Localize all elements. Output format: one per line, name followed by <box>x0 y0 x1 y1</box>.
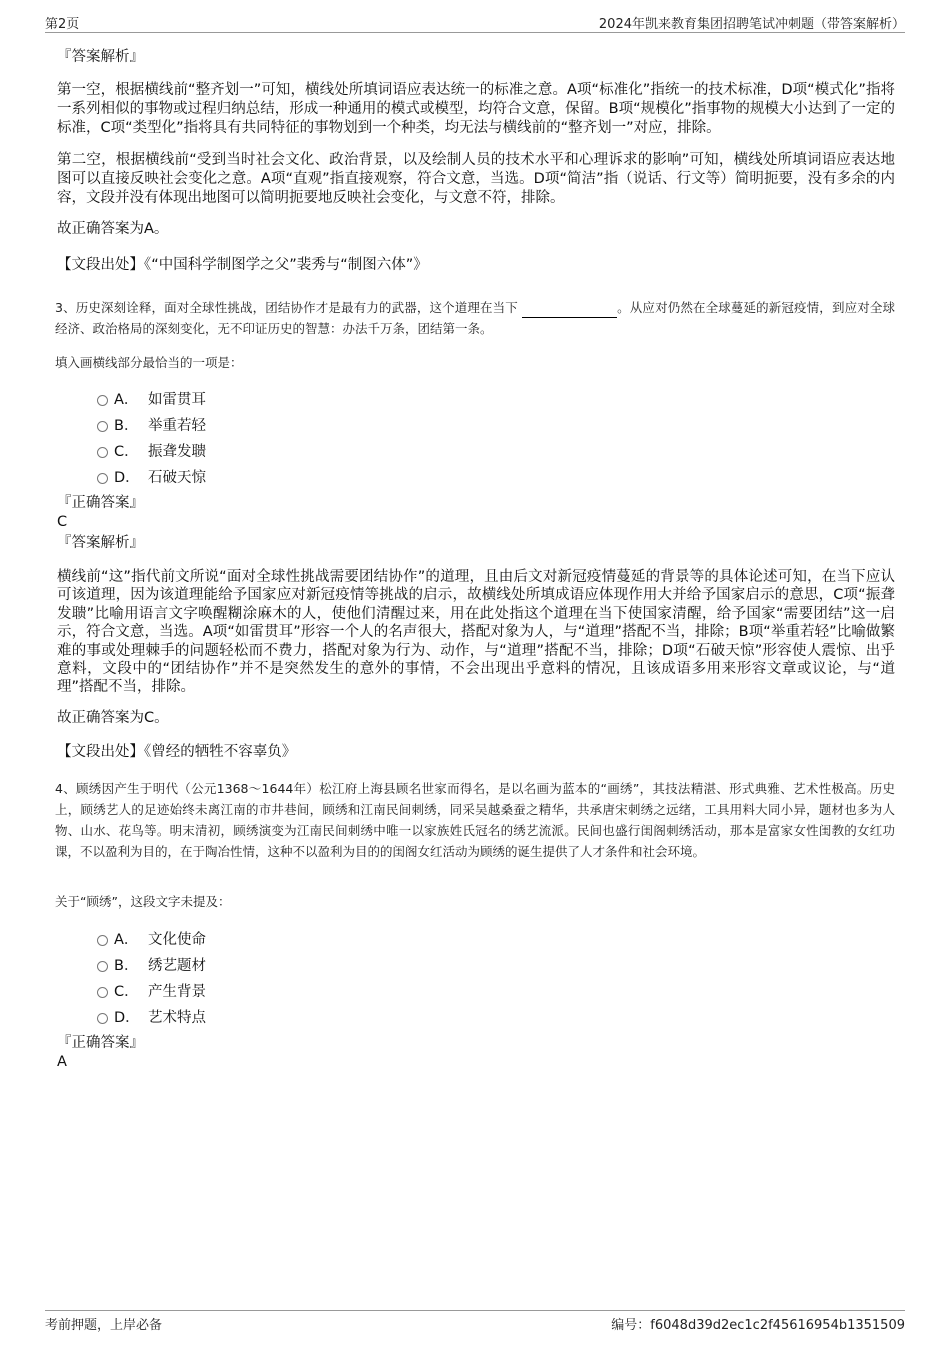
correct-answer: C <box>57 514 68 530</box>
footer-divider <box>45 1310 905 1311</box>
analysis-paragraph: 第一空，根据横线前“整齐划一”可知，横线处所填词语应表达统一的标准之意。A项“标准化”指统一的技术标准，D项“模式化”指将一系列相似的事物或过程归纳总结，形成一种通用的模式或模型，均符合文意，保留。B项“规模化”指事物的规模大小达到了一定的标准，C项“类型化”指将具有共同特征的事物划到一个种类，均无法与横线前的“整齐划一”对应，排除。 <box>57 82 895 136</box>
option-a[interactable]: A． 如雷贯耳 <box>97 388 206 409</box>
option-d[interactable]: D． 艺术特点 <box>97 1006 206 1027</box>
correct-answer-label: 『正确答案』 <box>57 495 144 511</box>
radio-icon[interactable] <box>97 935 108 946</box>
radio-icon[interactable] <box>97 395 108 406</box>
option-d[interactable]: D． 石破天惊 <box>97 466 206 487</box>
radio-icon[interactable] <box>97 961 108 972</box>
document-title: 2024年凯来教育集团招聘笔试冲刺题（带答案解析） <box>598 17 905 32</box>
stem-text: 。从应对仍然在全球蔓延的新冠疫情，到应对全球经济、政治格局的深刻变化，无不印证历史的智慧：办法千万条，团结第一条。 <box>55 300 895 336</box>
conclusion: 故正确答案为C。 <box>57 710 169 726</box>
option-a[interactable]: A． 文化使命 <box>97 928 206 949</box>
page-number: 第2页 <box>45 17 80 32</box>
stem-text: 3、历史深刻诠释，面对全球性挑战，团结协作才是最有力的武器，这个道理在当下 <box>55 300 518 315</box>
correct-answer: A <box>57 1054 67 1070</box>
option-c[interactable]: C． 产生背景 <box>97 980 206 1001</box>
radio-icon[interactable] <box>97 421 108 432</box>
question-stem <box>55 297 895 339</box>
radio-icon[interactable] <box>97 447 108 458</box>
radio-icon[interactable] <box>97 473 108 484</box>
question-prompt: 填入画横线部分最恰当的一项是： <box>55 355 243 370</box>
source: 【文段出处】《曾经的牺牲不容辜负》 <box>57 744 297 760</box>
option-b[interactable]: B． 举重若轻 <box>97 414 206 435</box>
source: 【文段出处】《“中国科学制图学之父”裴秀与“制图六体”》 <box>57 257 428 273</box>
question-prompt: 关于“顾绣”，这段文字未提及： <box>55 894 231 909</box>
header-divider <box>45 32 905 33</box>
option-b[interactable]: B． 绣艺题材 <box>97 954 206 975</box>
analysis-label: 『答案解析』 <box>57 49 144 65</box>
option-c[interactable]: C． 振聋发聩 <box>97 440 206 461</box>
conclusion: 故正确答案为A。 <box>57 221 169 237</box>
document-id: 编号：f6048d39d2ec1c2f45616954b1351509 <box>611 1318 905 1333</box>
radio-icon[interactable] <box>97 987 108 998</box>
radio-icon[interactable] <box>97 1013 108 1024</box>
analysis-paragraph: 第二空，根据横线前“受到当时社会文化、政治背景，以及绘制人员的技术水平和心理诉求的影响”可知，横线处所填词语应表达地图可以直接反映社会变化之意。A项“直观”指直接观察，符合文意，当选。D项“简洁”指（说话、行文等）简明扼要，没有多余的内容，文段并没有体现出地图可以简明扼要地反映社会变化，与文意不符，排除。 <box>57 152 895 206</box>
answer-blank <box>522 305 617 318</box>
analysis-label: 『答案解析』 <box>57 535 144 551</box>
correct-answer-label: 『正确答案』 <box>57 1035 144 1051</box>
question-stem: 4、顾绣因产生于明代（公元1368～1644年）松江府上海县顾名世家而得名，是以名画为蓝本的“画绣”，其技法精湛、形式典雅、艺术性极高。历史上，顾绣艺人的足迹始终未离江南的市井巷间，顾绣和江南民间刺绣，同采吴越桑蚕之精华，共承唐宋刺绣之远绪，工具用料大同小异，题材也多为人物、山水、花鸟等。明末清初，顾绣演变为江南民间刺绣中唯一以家族姓氏冠名的绣艺流派。民间也盛行闺阁刺绣活动，那本是富家女性闺教的女红功课，不以盈利为目的，在于陶冶性情，这种不以盈利为目的的闺阁女红活动为顾绣的诞生提供了人才条件和社会环境。 <box>55 781 895 859</box>
analysis-paragraph: 横线前“这”指代前文所说“面对全球性挑战需要团结协作”的道理，且由后文对新冠疫情蔓延的背景等的具体论述可知，在当下应认可该道理，因为该道理能给予国家应对新冠疫情等挑战的启示，故横线处所填成语应体现作用大并给予国家启示的意思，C项“振聋发聩”比喻用语言文字唤醒糊涂麻木的人，使他们清醒过来，用在此处指这个道理在当下使国家清醒，给予国家“需要团结”这一启示，符合文意，当选。A项“如雷贯耳”形容一个人的名声很大，搭配对象为人，与“道理”搭配不当，排除；B项“举重若轻”比喻做繁难的事或处理棘手的问题轻松而不费力，搭配对象为行为、动作，与“道理”搭配不当，排除；D项“石破天惊”形容使人震惊、出乎意料，文段中的“团结协作”并不是突然发生的意外的事情，不会出现出乎意料的情况，且该成语多用来形容文章或议论，与“道理”搭配不当，排除。 <box>57 569 895 696</box>
footer-slogan: 考前押题，上岸必备 <box>45 1318 163 1333</box>
